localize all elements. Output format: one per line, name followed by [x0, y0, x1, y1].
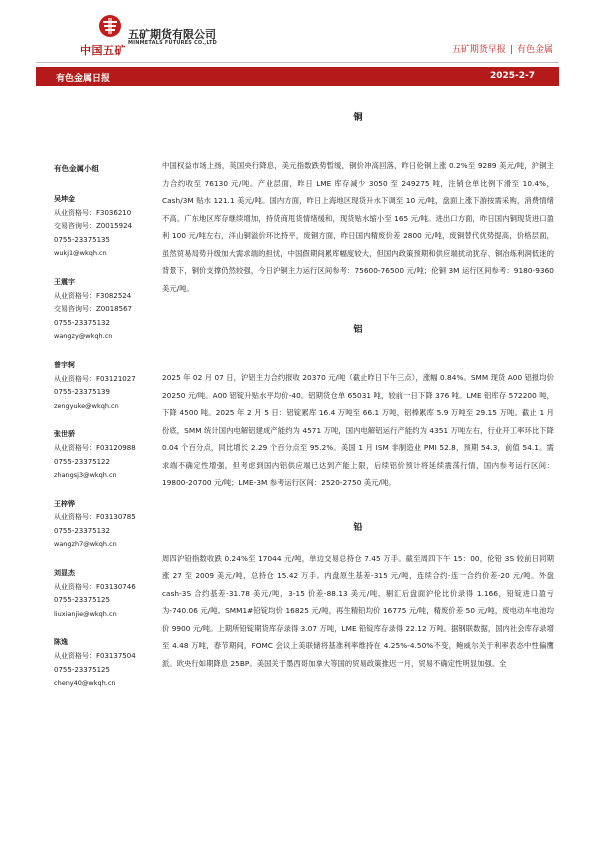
analyst-name: 吴坤金: [54, 195, 75, 203]
analyst-card: [54, 359, 154, 413]
header-nav: [452, 42, 553, 55]
section-title: 铝: [353, 325, 363, 335]
qualification-number: 从业资格号：F03120988: [54, 443, 136, 452]
analyst-card: [54, 193, 154, 261]
analyst-card: [54, 428, 154, 482]
phone-number: 0755-23375132: [54, 526, 110, 535]
nav-report-type: 五矿期货早报: [451, 45, 506, 55]
email-address: wangzh7@wkqh.cn: [54, 540, 117, 549]
email-address: wangzy@wkqh.cn: [54, 332, 113, 341]
phone-number: 0755-23375125: [54, 596, 110, 605]
report-header: [36, 12, 559, 63]
analyst-card: [54, 276, 154, 344]
section-copper: [162, 110, 554, 297]
qualification-number: 从业资格号：F3082524: [54, 291, 132, 300]
nav-category: 有色金属: [516, 45, 553, 55]
section-lead: [162, 520, 554, 673]
analyst-sidebar: [54, 163, 154, 706]
analyst-name: 张世骄: [54, 430, 75, 439]
report-title: 有色金属日报: [56, 74, 111, 84]
section-paragraph: 2025 年 02 月 07 日，沪铝主力合约报收 20370 元/吨（截止昨日下午三点），涨幅 0.84%。SMM 现货 A00 铝报均价 20250 元/吨。A00 铝锭升贴水平均价-40。铝期货仓单 65031 吨，较前一日下降 376 吨。LME 铝库存 572200 吨，下降 4500 吨。2025 年 2 月 5 日：铝锭累库 16.4 万吨至 66.1 万吨，铝棒累库 5.9 万吨至 29.15 万吨。截止 1 月份底，SMM 统计国内电解铝建成产能约为 4571 万吨，国内电解铝运行产能约为 4351 万吨左右，行业开工率环比下降 0.04 个百分点，同比增长 2.29 个百分点至 95.2%。美国 1 月 ISM 非制造业 PMI 52.8，预期 54.3，前值 54.1。需求端不确定性增强，但考虑到国内铝供应端已达到产能上限，后续铝价预计将延续震荡行情，国内参考运行区间：19800-20700 元/吨；LME-3M 参考运行区间：2520-2750 美元/吨。: [162, 373, 554, 487]
analyst-name: 刘显杰: [54, 569, 75, 578]
qualification-number: 从业资格号：F03130785: [54, 513, 136, 522]
section-title: 铅: [353, 522, 363, 533]
qualification-number: 从业资格号：F03121027: [54, 374, 136, 383]
section-paragraph: 周四沪铅指数收跌 0.24%至 17044 元/吨，单边交易总持仓 7.45 万手。截至周四下午 15：00，伦铅 3S 较前日同期涨 27 至 2009 美元/吨，总持仓 15.42 万手。内盘原生基差-315 元/吨，连续合约-连一合约价差-20 元/吨。外盘 cash-3S 合约基差-31.78 美元/吨，3-15 价差-88.13 美元/吨，剔汇后盘面沪伦比价录得 1.166，铅锭进口盈亏为-740.06 元/吨。SMM1#铅锭均价 16825 元/吨，再生精铅均价 16775 元/吨，精废价差 50 元/吨，废电动车电池均价 9900 元/吨。上期所铅锭期货库存录得 3.07 万吨，LME 铅锭库存录得 22.12 万吨。据钢联数据，国内社会库存录增至 4.48 万吨，春节期间，FOMC 会议上美联储将基准利率维持在 4.25%-4.50%不变，鲍威尔关于利率表态中性偏鹰派。欧央行如期降息 25BP。美国关于墨西哥加拿大等国的贸易政策推迟一月，贸易不确定性明显加强。全: [162, 553, 554, 668]
email-address: cheny40@wkqh.cn: [54, 679, 116, 688]
phone-number: 0755-23375125: [54, 665, 110, 674]
phone-number: 0755-23375132: [54, 318, 110, 327]
report-body: [162, 110, 554, 672]
report-date: 2025-2-7: [489, 71, 535, 81]
analyst-card: [54, 498, 154, 552]
qualification-number: 从业资格号：F03137504: [54, 652, 136, 661]
email-address: liuxianjie@wkqh.cn: [54, 609, 117, 618]
logo-text: 中国五矿: [80, 44, 126, 57]
section-title: 铜: [353, 113, 363, 123]
section-paragraph: 中国权益市场上扬，英国央行降息，美元指数跌势暂缓，铜价冲高回落，昨日伦铜上涨 0.2%至 9289 美元/吨，沪铜主力合约收至 76130 元/吨。产业层面，昨日 LME 库存减少 3050 至 249275 吨，注销仓单比例下滑至 10.4%，Cash/3M 贴水 121.1 美元/吨。国内方面，昨日上海地区现货升水下调至 10 元/吨，盘面上涨下游按需采购，消费情绪不高。广东地区库存继续增加，持货商甩货情绪缓和，现货贴水缩小至 165 元/吨。进出口方面，昨日国内铜现货进口盈利 100 元/吨左右，洋山铜溢价环比持平，废铜方面，昨日国内精废价差 2800 元/吨，废铜替代优势提高，价格层面，虽然贸易局势升级加大需求端的担忧，中国假期间累库幅度较大，但国内政策预期和供应端扰动犹存、铜冶炼利润低迷的背景下，铜价支撑仍然较强，今日沪铜主力运行区间参考：75600-76500 元/吨；伦铜 3M 运行区间参考：9180-9360 美元/吨。: [162, 161, 554, 293]
phone-number: 0755-23375139: [54, 388, 110, 397]
email-address: wukj1@wkqh.cn: [54, 249, 107, 258]
consult-number: 交易咨询号：Z0015924: [54, 222, 132, 231]
analyst-name: 王梓铧: [54, 499, 75, 508]
email-address: zhangsj3@wkqh.cn: [54, 471, 117, 480]
analyst-card: [54, 567, 154, 621]
company-name-cn: 五矿期货有限公司: [128, 28, 216, 41]
analyst-name: 陈逸: [54, 638, 68, 647]
phone-number: 0755-23375122: [54, 457, 110, 466]
consult-number: 交易咨询号：Z0018567: [54, 305, 132, 314]
analyst-name: 王震宇: [54, 277, 75, 286]
qualification-number: 从业资格号：F03130746: [54, 582, 136, 591]
section-aluminium: [162, 322, 554, 492]
analyst-card: [54, 636, 154, 690]
analyst-name: 曾宇轲: [54, 360, 75, 369]
group-title: 有色金属小组: [54, 164, 99, 173]
nav-separator: |: [509, 45, 513, 55]
phone-number: 0755-23375135: [54, 235, 110, 244]
title-banner: [36, 67, 559, 86]
email-address: zengyuke@wkqh.cn: [54, 401, 119, 410]
qualification-number: 从业资格号：F3036210: [54, 208, 132, 217]
company-name-en: MINMETALS FUTURES CO.,LTD: [128, 40, 217, 46]
